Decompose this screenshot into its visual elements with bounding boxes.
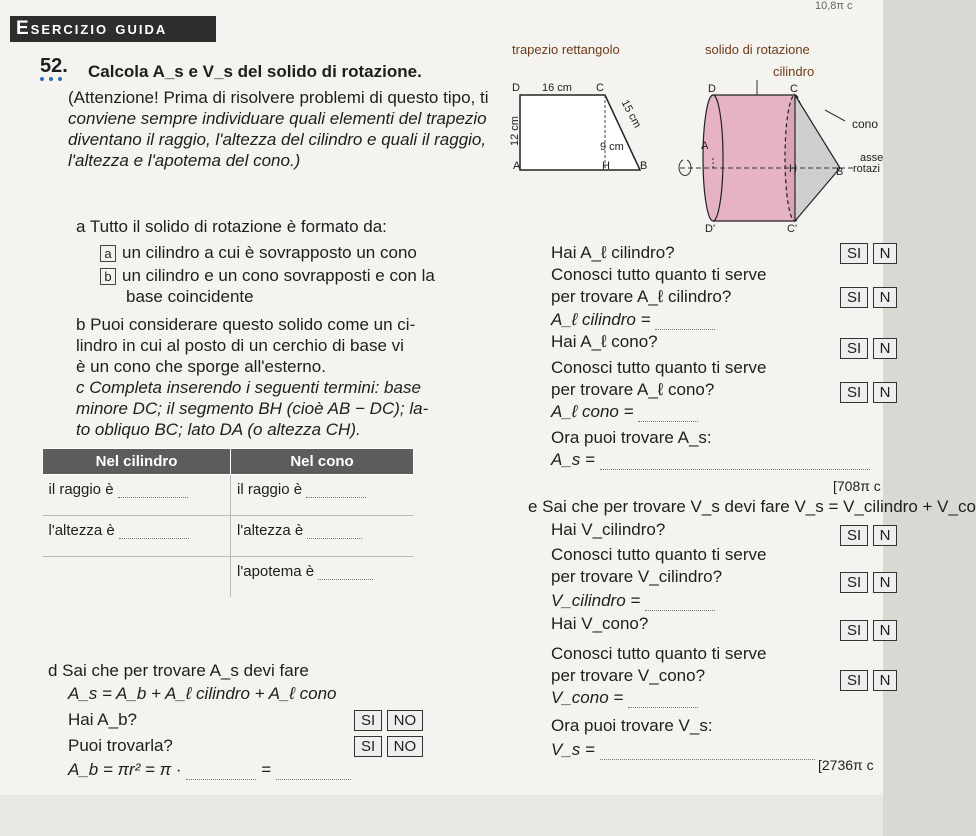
answer-blank[interactable]: [600, 759, 815, 760]
si-n-3: [840, 340, 897, 358]
difficulty-dots: [40, 77, 62, 85]
question-vcil: Hai V_cilindro?: [551, 520, 666, 539]
option-a-box[interactable]: a: [100, 245, 116, 262]
no-button[interactable]: NO: [387, 736, 424, 757]
si-button[interactable]: SI: [840, 670, 868, 691]
answer-blank[interactable]: [306, 497, 366, 498]
option-b-text: un cilindro e un cono sovrapposti e con la: [122, 266, 435, 285]
question-lcono: Hai A_ℓ cono?: [551, 332, 658, 351]
si-button[interactable]: SI: [840, 525, 868, 546]
table-cell: l'altezza è: [43, 516, 231, 557]
label-rotazione: rotazi: [853, 163, 880, 175]
now-find-as: Ora puoi trovare A_s:: [551, 428, 712, 447]
si-n-1: [840, 245, 897, 263]
answer-blank[interactable]: [655, 329, 715, 330]
si-n-2: [840, 289, 897, 307]
eq-vcil: V_cilindro =: [551, 591, 715, 611]
option-b-text-2: base coincidente: [126, 287, 254, 306]
need-lcono-2: per trovare A_ℓ cono?: [551, 380, 715, 399]
answer-blank[interactable]: [628, 707, 698, 708]
need-lcono-1: Conosci tutto quanto ti serve: [551, 358, 767, 377]
problem-note: [68, 87, 488, 171]
eq-vs: V_s =: [551, 740, 815, 760]
label-cilindro: cilindro: [773, 64, 815, 79]
si-no-trovarla: [354, 738, 423, 756]
label-B: B: [640, 160, 648, 172]
formula-ab-line: A_b = πr² = π · =: [68, 760, 351, 780]
label-asse: asse: [860, 152, 884, 164]
no-button[interactable]: N: [873, 243, 898, 264]
si-n-7: [840, 622, 897, 640]
answer-blank[interactable]: [645, 610, 715, 611]
part-b: b Puoi considerare questo solido come un ci- lindro in cui al posto di un cerchio di base vi è un cono che sporge all'esterno.: [76, 315, 416, 376]
part-d-title: d Sai che per trovare A_s devi fare: [48, 661, 309, 680]
cone-body: [795, 95, 840, 221]
no-button[interactable]: NO: [387, 710, 424, 731]
now-find-vs: Ora puoi trovare V_s:: [551, 716, 713, 735]
table-row: [43, 475, 414, 516]
part-c: c Completa inserendo i seguenti termini: base minore DC; il segmento BH (cioè AB − DC); la- to obliquo BC; lato DA (o altezza CH).: [76, 378, 429, 439]
no-button[interactable]: N: [873, 287, 898, 308]
option-b[interactable]: [100, 266, 435, 286]
need-vcil-2: per trovare V_cilindro?: [551, 567, 723, 586]
elements-table: [42, 448, 414, 597]
si-button[interactable]: SI: [840, 243, 868, 264]
si-button[interactable]: SI: [354, 710, 382, 731]
label-left: 12 cm: [508, 116, 521, 146]
si-button[interactable]: SI: [840, 572, 868, 593]
eq-vcono: V_cono =: [551, 688, 698, 708]
si-n-8: [840, 672, 897, 690]
si-n-6: [840, 574, 897, 592]
answer-blank[interactable]: [186, 779, 256, 780]
need-vcil-1: Conosci tutto quanto ti serve: [551, 545, 767, 564]
table-row: [43, 516, 414, 557]
problem-statement: Calcola A_s e V_s del solido di rotazione.: [88, 62, 422, 81]
table-row: [43, 557, 414, 598]
exercise-number: 52.: [40, 55, 68, 77]
table-head-cono: Nel cono: [231, 449, 414, 475]
label-H: H: [602, 160, 610, 172]
label-cono: cono: [852, 117, 879, 131]
si-button[interactable]: SI: [840, 382, 868, 403]
result-vs: [2736π c: [818, 757, 874, 773]
option-a-text: un cilindro a cui è sovrapposto un cono: [122, 243, 417, 262]
question-trovarla: Puoi trovarla?: [68, 736, 173, 755]
label-top: 16 cm: [542, 82, 572, 94]
solido-title: solido di rotazione: [705, 42, 810, 57]
solid-label-D: D: [708, 83, 716, 95]
answer-blank[interactable]: [276, 779, 351, 780]
label-side: 15 cm: [618, 97, 644, 131]
section-header: Esercizio guida: [10, 16, 216, 42]
label-A: A: [513, 160, 521, 172]
no-button[interactable]: N: [873, 338, 898, 359]
answer-blank[interactable]: [307, 538, 362, 539]
eq-lcono: A_ℓ cono =: [551, 402, 698, 422]
cono-pointer: [825, 110, 845, 121]
table-cell: il raggio è: [231, 475, 414, 516]
option-b-box[interactable]: b: [100, 268, 116, 285]
cylinder-body: [713, 95, 795, 221]
table-cell: l'altezza è: [231, 516, 414, 557]
si-button[interactable]: SI: [840, 338, 868, 359]
solid-label-B: B: [836, 166, 844, 178]
solid-label-H: H: [789, 163, 797, 175]
si-button[interactable]: SI: [840, 287, 868, 308]
part-d-formula: A_s = A_b + A_ℓ cilindro + A_ℓ cono: [68, 684, 337, 703]
need-vcono-1: Conosci tutto quanto ti serve: [551, 644, 767, 663]
answer-blank[interactable]: [638, 421, 698, 422]
note-line: l'altezza e l'apotema del cono.): [68, 151, 301, 170]
si-n-4: [840, 384, 897, 402]
solid-label-A: A: [701, 140, 709, 152]
need-lcil-2: per trovare A_ℓ cilindro?: [551, 287, 732, 306]
part-a-title: a Tutto il solido di rotazione è formato da:: [76, 217, 387, 236]
si-button[interactable]: SI: [354, 736, 382, 757]
no-button[interactable]: N: [873, 382, 898, 403]
si-no-ab: [354, 712, 423, 730]
label-bottom: 9 cm: [600, 141, 624, 153]
question-lcil: Hai A_ℓ cilindro?: [551, 243, 675, 262]
no-button[interactable]: N: [873, 572, 898, 593]
answer-blank[interactable]: [318, 579, 373, 580]
eq-lcil: A_ℓ cilindro =: [551, 310, 715, 330]
solid-label-Dp: D': [705, 223, 716, 235]
table-cell: [43, 557, 231, 598]
no-button[interactable]: N: [873, 620, 898, 641]
result-as: [708π c: [833, 478, 881, 494]
solid-label-Cp: C': [787, 223, 798, 235]
need-lcil-1: Conosci tutto quanto ti serve: [551, 265, 767, 284]
answer-blank[interactable]: [119, 538, 189, 539]
page-bottom-margin: [0, 795, 883, 836]
no-button[interactable]: N: [873, 670, 898, 691]
label-D: D: [512, 82, 520, 94]
table-head-cilindro: Nel cilindro: [43, 449, 231, 475]
question-vcono: Hai V_cono?: [551, 614, 649, 633]
label-C: C: [596, 82, 604, 94]
note-line: diventano il raggio, l'altezza del cilindro e quali il raggio,: [68, 130, 487, 149]
corner-text: 10,8π c: [815, 0, 853, 12]
need-vcono-2: per trovare V_cono?: [551, 666, 706, 685]
option-a[interactable]: [100, 243, 417, 263]
solid-label-C: C: [790, 83, 798, 95]
si-button[interactable]: SI: [840, 620, 868, 641]
table-cell: il raggio è: [43, 475, 231, 516]
no-button[interactable]: N: [873, 525, 898, 546]
trapezio-title: trapezio rettangolo: [512, 42, 620, 57]
note-line: (Attenzione! Prima di risolvere problemi di questo tipo, ti: [68, 88, 489, 107]
eq-as: A_s =: [551, 450, 870, 470]
note-line: conviene sempre individuare quali elementi del trapezio: [68, 109, 487, 128]
table-cell: l'apotema è: [231, 557, 414, 598]
part-e-title: e Sai che per trovare V_s devi fare V_s = V_cilindro + V_co: [528, 497, 976, 516]
answer-blank[interactable]: [118, 497, 188, 498]
si-n-5: [840, 527, 897, 545]
question-ab: Hai A_b?: [68, 710, 137, 729]
answer-blank[interactable]: [600, 469, 870, 470]
